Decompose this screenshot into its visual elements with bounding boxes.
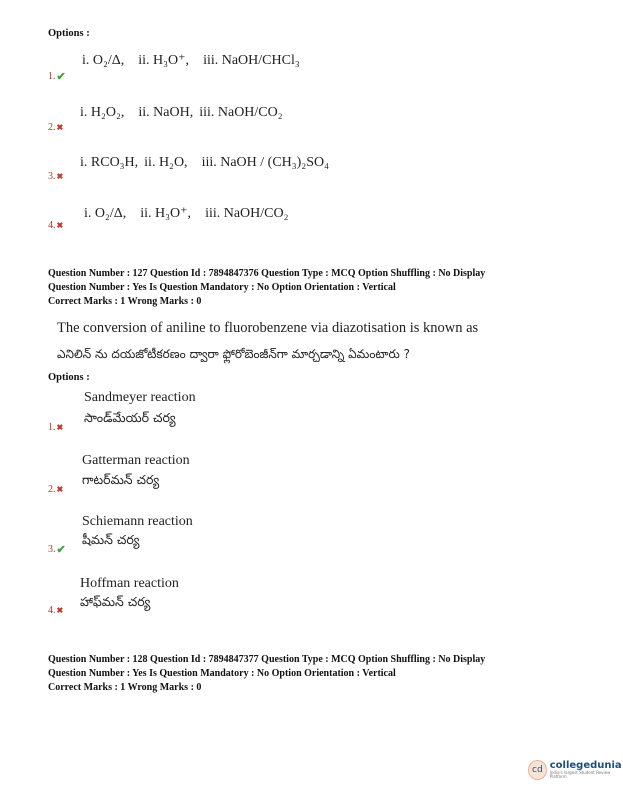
option-index: 1.: [48, 422, 56, 433]
option-part: ii. H₃O⁺,: [140, 206, 192, 221]
question-meta: Question Number : Yes Is Question Mandatory : No Option Orientation : Vertical: [48, 668, 396, 679]
option-part: i. H₂O₂,: [80, 105, 125, 120]
option-number: [48, 70, 66, 83]
option-part: ii. NaOH,: [138, 105, 194, 120]
option-text-english: Schiemann reaction: [82, 514, 193, 529]
cross-icon: ✖: [56, 172, 64, 181]
question-meta: Question Number : 127 Question Id : 7894847376 Question Type : MCQ Option Shuffling : No Display: [48, 268, 486, 279]
question-meta: Question Number : Yes Is Question Mandatory : No Option Orientation : Vertical: [48, 282, 396, 293]
option-index: 2.: [48, 122, 56, 133]
option-index: 1.: [48, 71, 56, 82]
option-text-english: Hoffman reaction: [80, 576, 179, 591]
option-part: iii. NaOH/CO₂: [199, 105, 283, 120]
option-number: [48, 122, 63, 133]
question-meta: Question Number : 128 Question Id : 7894847377 Question Type : MCQ Option Shuffling : No Display: [48, 654, 486, 665]
option-index: 4.: [48, 605, 56, 616]
option-number: [48, 422, 63, 433]
option-part: ii. H₂O,: [144, 155, 188, 170]
check-icon: ✔: [56, 544, 66, 556]
cross-icon: ✖: [56, 221, 64, 230]
cross-icon: ✖: [56, 485, 64, 494]
option-index: 4.: [48, 220, 56, 231]
option-index: 3.: [48, 544, 56, 555]
option-text: [80, 105, 283, 121]
option-number: [48, 220, 63, 231]
logo-name: collegedunia: [549, 760, 622, 771]
collegedunia-logo: [528, 760, 623, 780]
logo-tagline: India's largest Student Review Platform: [549, 770, 611, 779]
option-part: i. O₂/Δ,: [84, 206, 127, 221]
cross-icon: ✖: [56, 606, 64, 615]
logo-wordmark: [550, 761, 623, 779]
option-number: [48, 543, 66, 556]
option-part: iii. NaOH/CO₂: [205, 206, 289, 221]
option-index: 3.: [48, 171, 56, 182]
check-icon: ✔: [56, 71, 66, 83]
option-part: ii. H₃O⁺,: [138, 53, 190, 68]
option-text-english: Gatterman reaction: [82, 453, 190, 468]
option-number: [48, 484, 63, 495]
options-label: Options :: [48, 28, 90, 39]
option-part: i. RCO₃H,: [80, 155, 139, 170]
option-text-telugu: షీమన్ చర్య: [82, 532, 140, 547]
cross-icon: ✖: [56, 423, 64, 432]
option-number: [48, 171, 63, 182]
option-number: [48, 605, 63, 616]
logo-badge-icon: cd: [528, 760, 547, 780]
option-text-telugu: గాటర్‌మన్ చర్య: [82, 472, 160, 487]
option-text-telugu: హాఫ్‌మన్ చర్య: [80, 594, 151, 609]
option-text: [80, 155, 329, 171]
question-text-english: The conversion of aniline to fluorobenzene via diazotisation is known as: [57, 320, 479, 336]
option-part: iii. NaOH / (CH₃)₂SO₄: [201, 155, 329, 170]
question-text-telugu: ఎనిలిన్ ను దయజోటీకరణం ద్వారా ఫ్లోరోబెంజీన్‌గా మార్చడాన్ని ఏమంటారు ?: [57, 347, 410, 361]
question-marks: Correct Marks : 1 Wrong Marks : 0: [48, 296, 202, 307]
option-part: iii. NaOH/CHCl₃: [203, 53, 300, 68]
option-text-english: Sandmeyer reaction: [84, 390, 196, 405]
options-label: Options :: [48, 372, 90, 383]
cross-icon: ✖: [56, 123, 64, 132]
option-part: i. O₂/Δ,: [82, 53, 125, 68]
option-index: 2.: [48, 484, 56, 495]
question-marks: Correct Marks : 1 Wrong Marks : 0: [48, 682, 202, 693]
option-text: [84, 205, 289, 222]
option-text: [82, 52, 300, 69]
option-text-telugu: సాండ్‌మేయర్ చర్య: [84, 410, 176, 425]
